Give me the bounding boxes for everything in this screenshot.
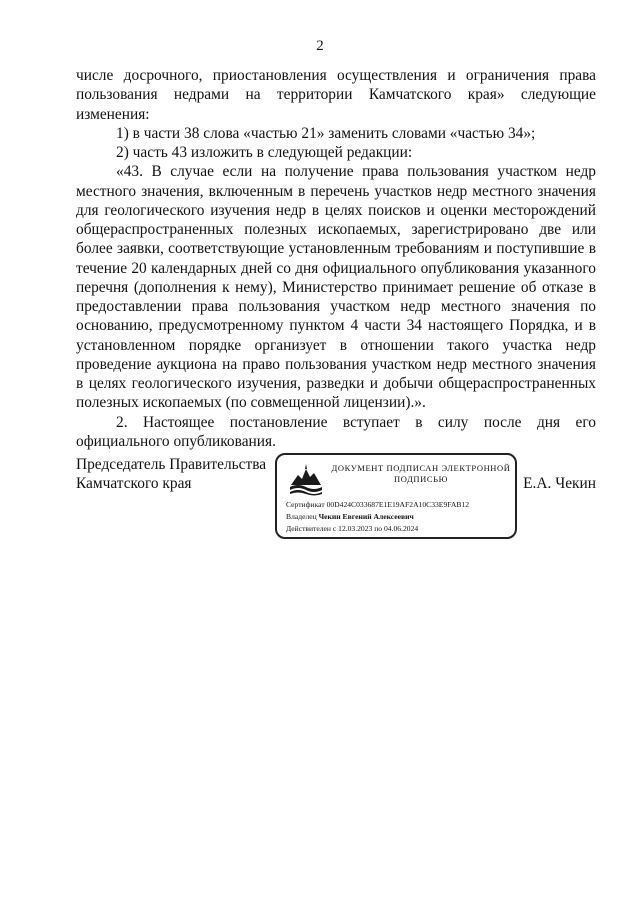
certificate-label: Сертификат <box>286 500 325 509</box>
document-body <box>76 66 596 451</box>
electronic-signature-stamp <box>275 453 517 539</box>
stamp-owner <box>286 512 414 522</box>
paragraph-entry-into-force: 2. Настоящее постановление вступает в силу после дня его официального опубликования. <box>76 413 596 450</box>
owner-value: Чекин Евгений Алексеевич <box>318 512 414 521</box>
paragraph-continuation: числе досрочного, приостановления осуществления и ограничения права пользования недрами на территории Камчатского края» следующие изменения: <box>76 67 596 123</box>
paragraph-item-2: 2) часть 43 изложить в следующей редакции: <box>116 144 413 161</box>
signature-block <box>76 453 596 543</box>
valid-to: 04.06.2024 <box>384 524 419 533</box>
signer-title: Председатель Правительства Камчатского края <box>76 456 267 493</box>
page-number: 2 <box>316 38 324 54</box>
paragraph-part-43: «43. В случае если на получение права пользования участком недр местного значения, включенным в перечень участков недр местного значения для геологического изучения недр в целях поисков и оценки месторождений общераспространенных полезных ископаемых, зарегистрировано две или более заявки, соответствующие установленным требованиям и поступившие в течение 20 календарных дней со дня официального опубликования указанного перечня (дополнения к нему), Министерство принимает решение об отказе в предоставлении права пользования участком недр местного значения по основанию, предусмотренному пунктом 4 части 34 настоящего Порядка, и в установленном порядке организует в отношении такого участка недр проведение аукциона на право пользования участком недр местного значения в целях геологического изучения, разведки и добычи общераспространенных полезных ископаемых (по совмещенной лицензии).». <box>76 163 596 412</box>
validity-label: Действителен с <box>286 524 337 533</box>
paragraph-item-1: 1) в части 38 слова «частью 21» заменить словами «частью 34»; <box>116 124 536 142</box>
signer-name: Е.А. Чекин <box>523 475 596 492</box>
valid-from: 12.03.2023 <box>338 524 373 533</box>
stamp-validity <box>286 524 418 534</box>
owner-label: Владелец <box>286 512 317 521</box>
stamp-certificate <box>286 500 469 510</box>
validity-to-label: по <box>374 524 383 533</box>
certificate-value: 00D424C033687E1E19AF2A10C33E9FAB12 <box>326 500 470 509</box>
kamchatka-emblem-icon <box>288 463 324 497</box>
stamp-header: ДОКУМЕНТ ПОДПИСАН ЭЛЕКТРОННОЙ ПОДПИСЬЮ <box>331 463 511 484</box>
